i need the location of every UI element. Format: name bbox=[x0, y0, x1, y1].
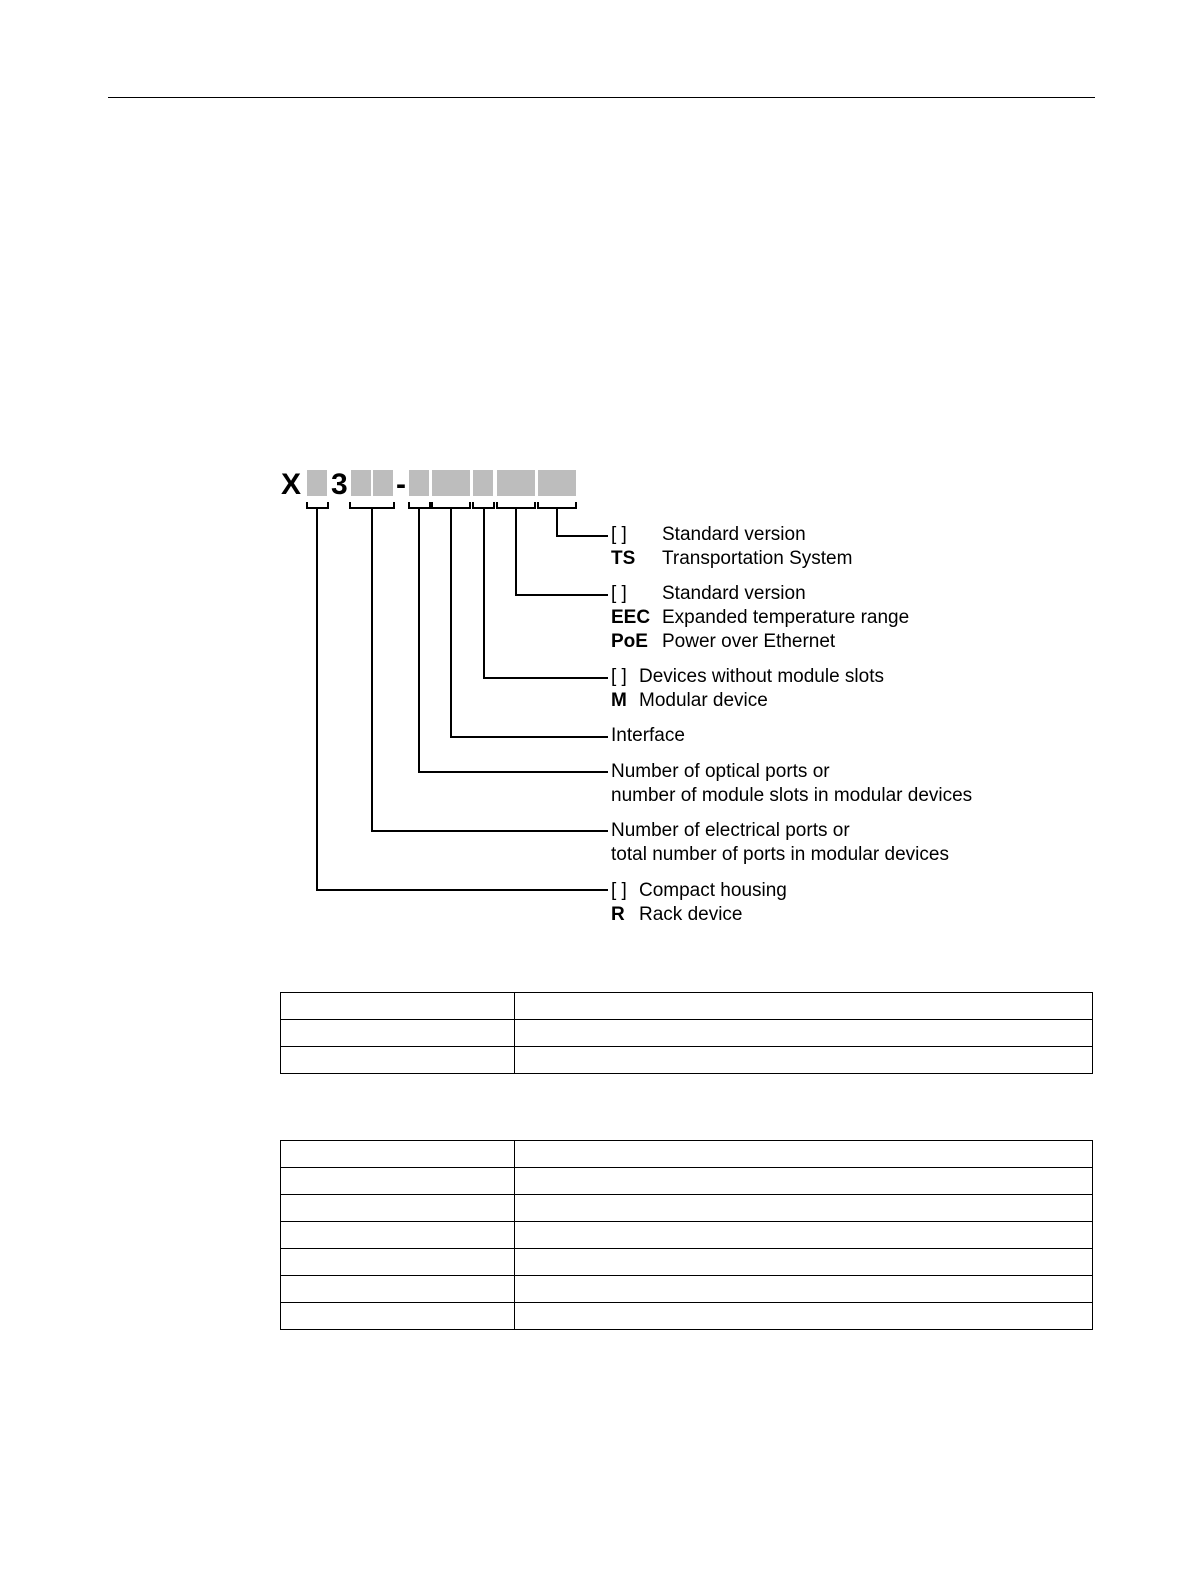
legend-temperature-code-3: PoE bbox=[611, 631, 648, 652]
code-placeholder-interface bbox=[432, 470, 470, 496]
leader-modular bbox=[484, 508, 608, 678]
legend-housing-code-1: [ ] bbox=[611, 880, 627, 901]
legend-temperature-code-1: [ ] bbox=[611, 583, 627, 604]
bracket-temperature bbox=[497, 502, 535, 508]
code-separator: - bbox=[396, 468, 406, 501]
legend-housing-text-1: Compact housing bbox=[639, 880, 787, 901]
bracket-modular bbox=[473, 502, 494, 508]
bracket-optical bbox=[409, 502, 430, 508]
leader-interface bbox=[451, 508, 608, 737]
code-placeholder-modular bbox=[473, 470, 493, 496]
table-cell bbox=[281, 1020, 515, 1047]
table-row bbox=[281, 1047, 1093, 1074]
legend-version-text-1: Standard version bbox=[662, 524, 806, 545]
legend-version-code-2: TS bbox=[611, 548, 636, 569]
table-cell bbox=[281, 1168, 515, 1195]
code-prefix: X bbox=[281, 468, 302, 501]
table-row bbox=[281, 993, 1093, 1020]
bracket-interface bbox=[432, 502, 470, 508]
table-row bbox=[281, 1303, 1093, 1330]
table-cell bbox=[281, 1222, 515, 1249]
legend-electrical-text-1: Number of electrical ports or bbox=[611, 820, 850, 841]
code-series-digit: 3 bbox=[331, 468, 348, 501]
bracket-version bbox=[538, 502, 576, 508]
legend-optical-text-2: number of module slots in modular devices bbox=[611, 785, 973, 806]
table-cell bbox=[515, 1195, 1093, 1222]
leader-temperature bbox=[516, 508, 608, 595]
legend-modular-text-1: Devices without module slots bbox=[639, 666, 884, 687]
legend-version-code-1: [ ] bbox=[611, 524, 627, 545]
table-cell bbox=[281, 1047, 515, 1074]
code-placeholder-elec-2 bbox=[373, 470, 393, 496]
table-cell bbox=[281, 1303, 515, 1330]
table-cell bbox=[515, 1168, 1093, 1195]
leader-housing bbox=[317, 508, 608, 890]
table-cell bbox=[281, 1141, 515, 1168]
table-cell bbox=[281, 1249, 515, 1276]
leader-electrical bbox=[372, 508, 608, 831]
table-cell bbox=[281, 993, 515, 1020]
spec-table-2 bbox=[280, 1140, 1093, 1330]
table-row bbox=[281, 1195, 1093, 1222]
legend-version-text-2: Transportation System bbox=[662, 548, 853, 569]
bracket-electrical bbox=[350, 502, 394, 508]
table-cell bbox=[281, 1276, 515, 1303]
table-cell bbox=[515, 1141, 1093, 1168]
table-row bbox=[281, 1141, 1093, 1168]
table-cell bbox=[515, 1047, 1093, 1074]
legend-modular-text-2: Modular device bbox=[639, 690, 768, 711]
legend-modular-code-2: M bbox=[611, 690, 627, 711]
code-placeholder-temperature bbox=[497, 470, 535, 496]
table-cell bbox=[515, 1276, 1093, 1303]
code-placeholder-elec-1 bbox=[351, 470, 371, 496]
legend-temperature-text-1: Standard version bbox=[662, 583, 806, 604]
bracket-housing bbox=[307, 502, 328, 508]
table-row bbox=[281, 1020, 1093, 1047]
table-cell bbox=[515, 1249, 1093, 1276]
legend-temperature-text-2: Expanded temperature range bbox=[662, 607, 910, 628]
legend-temperature-code-2: EEC bbox=[611, 607, 651, 628]
spec-table-1 bbox=[280, 992, 1093, 1074]
table-cell bbox=[281, 1195, 515, 1222]
table-cell bbox=[515, 1303, 1093, 1330]
legend-housing-code-2: R bbox=[611, 904, 625, 925]
table-row bbox=[281, 1222, 1093, 1249]
leader-optical bbox=[419, 508, 608, 772]
table-cell bbox=[515, 993, 1093, 1020]
table-cell bbox=[515, 1222, 1093, 1249]
legend-interface-text: Interface bbox=[611, 725, 685, 746]
code-placeholder-version bbox=[538, 470, 576, 496]
code-placeholder-housing bbox=[307, 470, 327, 496]
table-cell bbox=[515, 1020, 1093, 1047]
code-placeholder-optical bbox=[409, 470, 429, 496]
legend-optical-text-1: Number of optical ports or bbox=[611, 761, 830, 782]
table-row bbox=[281, 1276, 1093, 1303]
legend-electrical-text-2: total number of ports in modular devices bbox=[611, 844, 949, 865]
table-row bbox=[281, 1249, 1093, 1276]
legend-modular-code-1: [ ] bbox=[611, 666, 627, 687]
legend-temperature-text-3: Power over Ethernet bbox=[662, 631, 836, 652]
legend-housing-text-2: Rack device bbox=[639, 904, 743, 925]
leader-version bbox=[557, 508, 608, 536]
table-row bbox=[281, 1168, 1093, 1195]
